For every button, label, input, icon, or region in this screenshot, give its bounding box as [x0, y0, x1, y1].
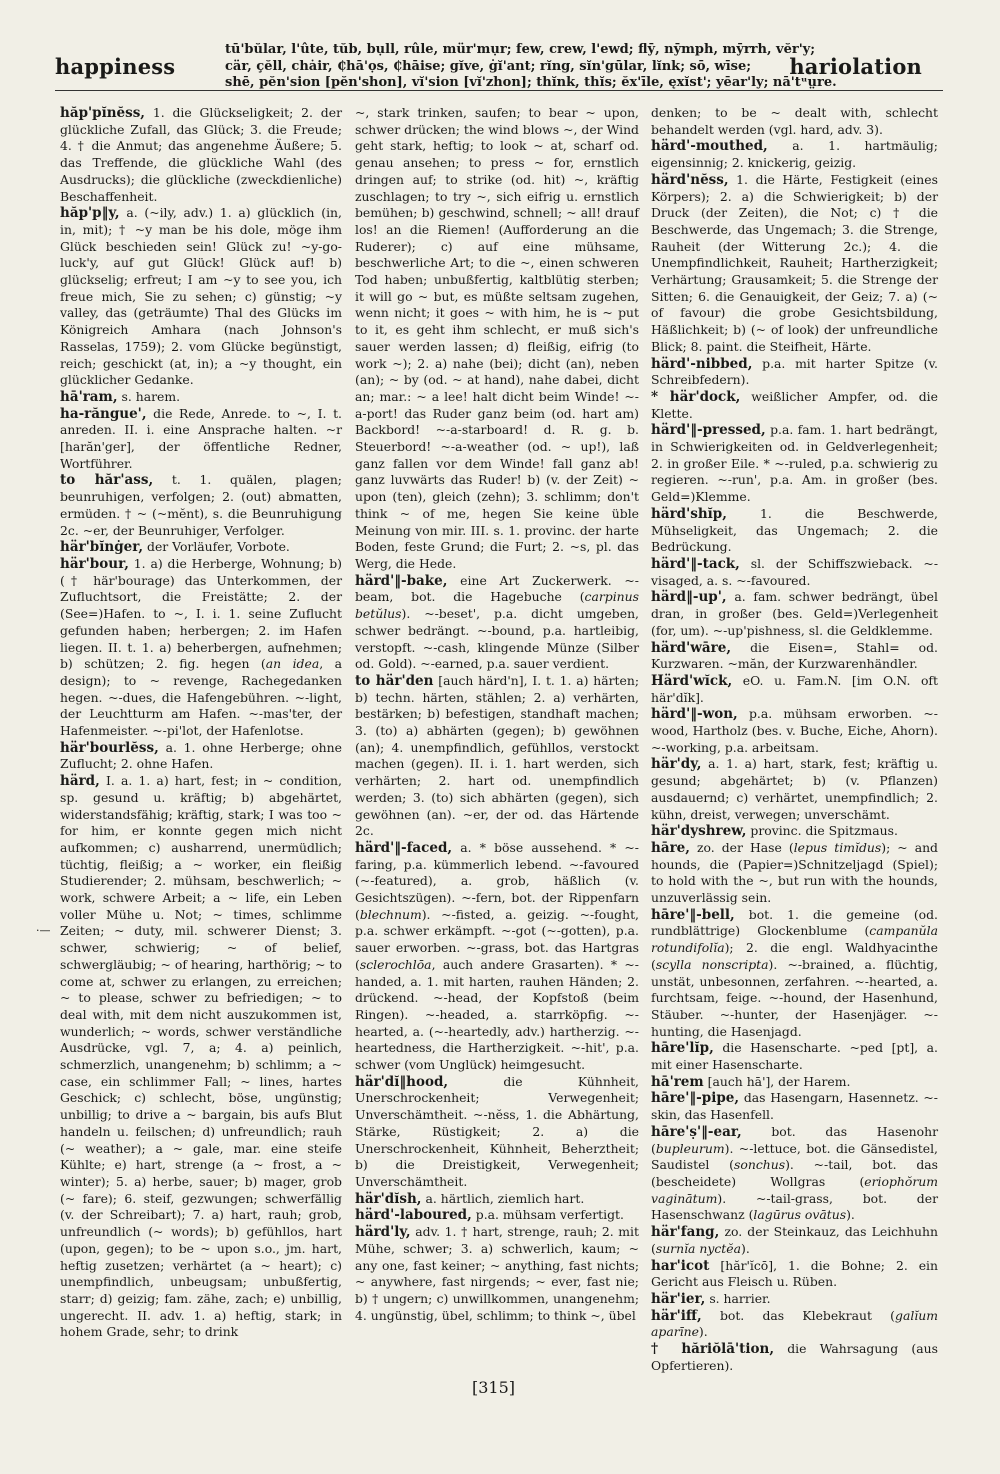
right-catchword: hariolation	[789, 54, 922, 79]
entry-headword: härd'-mouthed,	[651, 138, 768, 155]
dictionary-entry	[651, 1040, 938, 1073]
entry-headword: to här'den	[355, 672, 434, 689]
dictionary-entry	[651, 422, 938, 506]
entry-headword: hāre,	[651, 839, 690, 856]
dictionary-entry	[651, 1341, 938, 1374]
pronunciation-key	[225, 42, 837, 92]
latin-name: lagūrus ovātus	[753, 1207, 847, 1223]
entry-headword: to hăr'ass,	[60, 472, 154, 489]
dictionary-entry	[651, 356, 938, 389]
entry-headword: härd'-nibbed,	[651, 355, 753, 372]
dictionary-entry	[651, 138, 938, 171]
entry-headword: hāre'‖-pipe,	[651, 1090, 740, 1107]
entry-definition: p.a. mühsam erworben. ~-wood, Hartholz (bes. v. Buche, Eiche, Ahorn). ~-working, p.a. arbeitsam.	[651, 706, 938, 755]
dictionary-entry	[651, 1258, 938, 1291]
entry-headword: härd'‖-tack,	[651, 555, 740, 572]
dictionary-entry	[355, 840, 639, 1074]
entry-headword: hāre'ṣ'‖-ear,	[651, 1123, 742, 1140]
entry-headword: här'dy,	[651, 756, 702, 773]
entry-definition: s. harrier.	[709, 1290, 771, 1306]
dictionary-entry	[355, 1207, 639, 1224]
entry-headword: hăp'p‖y,	[60, 205, 120, 222]
entry-definition: das Hasengarn, Hasennetz. ~-skin, das Hasenfell.	[651, 1090, 938, 1123]
entry-headword: hāre'‖-bell,	[651, 906, 735, 923]
entry-definition: bot. 1. die gemeine (od. rundblättrige) Glockenblume (campanŭla rotundifolĭa); 2. die engl. Waldhyacinthe (scylla nonscripta). ~-brained, a. flüchtig, unstät, unbesonnen, zerfahren. ~-hearted, a. furchtsam, feige. ~-hound, der Hasenhund, Stäuber. ~-hunter, der Hasenjäger. ~-hunting, die Hasenjagd.	[651, 906, 939, 1039]
dictionary-entry	[355, 1191, 639, 1208]
pronunciation-key-line: tū'bŭlar, l'ûte, tŭb, bụll, rûle, mür'mụr; few, crew, l'ewd; flȳ, nȳmph, mȳrrh, vĕr'y;	[225, 42, 816, 57]
dictionary-entry	[651, 1308, 938, 1341]
dictionary-entry	[651, 907, 938, 1041]
dictionary-entry	[355, 105, 639, 573]
entry-definition: [auch härd'n], I. t. 1. a) härten; b) techn. härten, stählen; 2. a) verhärten, bestärken; b) befestigen, standhaft machen; 3. (to) a) abhärten (gegen); b) gewöhnen (an); 4. unempfindlich, gefühllos, verstockt machen (gegen). II. i. 1. hart werden, sich verhärten; 2. hart od. unempfindlich werden; 3. (to) sich abhärten (gegen), sich gewöhnen (an). ~er, der od. das Härtende 2c.	[355, 672, 640, 839]
dictionary-entry	[651, 1090, 938, 1123]
entry-definition: zo. der Hase (lepus timĭdus); ~ and hounds, die (Papier=)Schnitzeljagd (Spiel); to hold with the ~, but run with the hounds, unzuverlässig sein.	[651, 839, 938, 906]
dictionary-entry	[651, 1074, 938, 1091]
entry-headword: här'fang,	[651, 1224, 720, 1241]
dictionary-entry	[651, 506, 938, 556]
entry-definition: bot. das Hasenohr (bupleurum). ~-lettuce, bot. die Gänsedistel, Saudistel (sonchus). ~-tail, bot. das (bescheidete) Wollgras (eriophŏrum vaginātum). ~-tail-grass, bot. der Hasenschwanz (lagūrus ovātus).	[651, 1123, 938, 1223]
dictionary-entry	[60, 556, 342, 740]
entry-headword: † hăriŏlā'tion,	[651, 1341, 775, 1358]
entry-definition: die Kühnheit, Unerschrockenheit; Verwegenheit; Unverschämtheit. ~-nĕss, 1. die Abhärtung, Stärke, Rüstigkeit; 2. a) die Unerschrockenheit, Kühnheit, Beherztheit; b) die Dreistigkeit, Verwegenheit; Unverschämtheit.	[355, 1073, 639, 1189]
entry-headword: här'iff,	[651, 1307, 702, 1324]
page-number: [315]	[472, 1378, 516, 1397]
dictionary-entry	[60, 773, 342, 1341]
entry-definition: zo. der Steinkauz, das Leichhuhn (surnĭa nyctĕa).	[651, 1224, 938, 1256]
dictionary-entry	[651, 823, 938, 840]
entry-definition: bot. das Klebekraut (galĭum aparīne).	[651, 1307, 938, 1340]
dictionary-entry	[651, 105, 938, 138]
entry-headword: härd'shĭp,	[651, 505, 727, 522]
entry-definition: die Rede, Anrede. to ~, I. t. anreden. II. i. eine Ansprache halten. ~r [harăn'ger], der öffentliche Redner, Wortführer.	[60, 405, 342, 471]
entry-headword: härd'‖-pressed,	[651, 422, 766, 439]
entry-definition: a. fam. schwer bedrängt, übel dran, in großer (bes. Geld=)Verlegenheit (for, um). ~-up'pishness, sl. die Geldklemme.	[651, 589, 938, 638]
entry-definition: a. härtlich, ziemlich hart.	[425, 1190, 585, 1206]
entry-definition: p.a. fam. 1. hart bedrängt, in Schwierigkeiten od. in Geldverlegenheit; 2. in großer Eile. * ~-ruled, p.a. schwierig zu regieren. ~-run', p.a. Am. in großer (bes. Geld=)Klemme.	[651, 422, 938, 505]
dictionary-entry	[651, 706, 938, 756]
entry-definition: der Vorläufer, Vorbote.	[147, 539, 290, 555]
dictionary-entry	[651, 389, 938, 422]
entry-definition: a. 1. ohne Herberge; ohne Zuflucht; 2. ohne Hafen.	[60, 739, 342, 772]
latin-name: campanŭla rotundifolĭa	[651, 923, 938, 956]
entry-headword: har'icot	[651, 1257, 710, 1274]
entry-definition: weißlicher Ampfer, od. die Klette.	[651, 388, 938, 421]
dictionary-entry	[651, 556, 938, 589]
latin-name: sonchus	[734, 1157, 786, 1173]
dictionary-entry	[651, 840, 938, 907]
dictionary-entry	[651, 756, 938, 823]
entry-definition: denken; to be ~ dealt with, schlecht behandelt werden (vgl. hard, adv. 3).	[651, 105, 938, 137]
entry-headword: här'dyshrew,	[651, 823, 747, 840]
column-right	[651, 105, 939, 1373]
dictionary-entry	[651, 1224, 938, 1257]
entry-headword: här'bourlĕss,	[60, 739, 159, 756]
entry-definition: 1. a) die Herberge, Wohnung; b) († här'bourage) das Unterkommen, der Zufluchtsort, die Freistätte; 2. der (See=)Hafen. to ~, I. i. 1. seine Zuflucht gefunden haben; herbergen; 2. im Hafen liegen. II. t. 1. a) beherbergen, aufnehmen; b) schützen; 2. fig. hegen (an idea, a design); to ~ revenge, Rachegedanken hegen. ~-dues, die Hafengebühren. ~-light, der Leuchtturm am Hafen. ~-mas'ter, der Hafenmeister. ~-pi'lot, der Hafenlotse.	[60, 555, 343, 739]
entry-definition: a. * böse aussehend. * ~-faring, p.a. kümmerlich lebend. ~-favoured (~-featured), a. grob, häßlich (v. Gesichtszügen). ~-fern, bot. der Rippenfarn (blechnum). ~-fisted, a. geizig. ~-fought, p.a. schwer erkämpft. ~-got (~-gotten), p.a. sauer erworben. ~-grass, bot. das Hartgras (sclerochlōa, auch andere Grasarten). * ~-handed, a. 1. mit harten, rauhen Händen; 2. drückend. ~-head, der Kopfstoß (beim Ringen). ~-headed, a. starrköpfig. ~-hearted, a. (~-heartedly, adv.) hartherzig. ~-heartedness, die Hartherzigkeit. ~-hit', p.a. schwer (vom Unglück) heimgesucht.	[355, 839, 639, 1073]
entry-headword: härd,	[60, 773, 100, 790]
dictionary-entry	[651, 1124, 938, 1224]
entry-headword: ha-răngue',	[60, 405, 147, 422]
entry-definition: p.a. mit harter Spitze (v. Schreibfedern).	[651, 355, 938, 388]
entry-definition: 1. die Beschwerde, Mühseligkeit, das Ungemach; 2. die Bedrückung.	[651, 505, 938, 555]
column-middle	[355, 105, 639, 1358]
entry-definition: a. (~ily, adv.) 1. a) glücklich (in, in, mit); † ~y man be his dole, möge ihm Glück beschieden sein! Glück zu! ~y-go-luck'y, auf gut Glück! Glück auf! b) glückselig; erfreut; I am ~y to see you, ich freue mich, Sie zu sehen; c) günstig; ~y valley, das (geträumte) Thal des Glücks im Königreich Amhara (nach Johnson's Rasselas, 1759); 2. vom Glücke begünstigt, reich; geschickt (at, in); a ~y thought, ein glücklicher Gedanke.	[60, 205, 342, 388]
latin-name: eriophŏrum vaginātum	[651, 1174, 938, 1206]
dictionary-entry	[60, 389, 342, 406]
entry-definition: s. harem.	[121, 388, 181, 404]
entry-headword: härd'‖-faced,	[355, 839, 453, 856]
entry-definition: provinc. die Spitzmaus.	[750, 823, 898, 839]
margin-mark: ·—	[36, 924, 51, 937]
entry-definition: 1. die Härte, Festigkeit (eines Körpers); 2. a) die Schwierigkeit; b) der Druck (der Zeiten), die Not; c) † die Beschwerde, das Ungemach; 3. die Strenge, Rauheit (der Witterung 2c.); 4. die Unempfindlichkeit, Rauheit; Hartherzigkeit; Verhärtung; Grausamkeit; 5. die Strenge der Sitten; 6. die Genauigkeit, der Geiz; 7. a) (~ of favour) die grobe Gesichtsbildung, Häßlichkeit; b) (~ of look) der unfreundliche Blick; 8. paint. die Steifheit, Härte.	[651, 171, 938, 354]
entry-headword: härd'‖-won,	[651, 706, 738, 723]
dictionary-entry	[60, 472, 342, 539]
entry-headword: Härd'wĭck,	[651, 672, 733, 689]
entry-headword: härd‖-up',	[651, 589, 727, 606]
dictionary-entry	[60, 406, 342, 473]
entry-headword: härd'wāre,	[651, 639, 732, 656]
dictionary-entry	[60, 539, 342, 556]
entry-headword: här'bĭnġer,	[60, 539, 144, 556]
latin-name: carpinus betŭlus	[355, 589, 639, 622]
dictionary-entry	[355, 573, 639, 673]
dictionary-entry	[60, 740, 342, 773]
entry-headword: hā'ram,	[60, 388, 118, 405]
latin-name: blechnum	[359, 906, 422, 922]
entry-definition: [auch hā'], der Harem.	[707, 1073, 851, 1089]
dictionary-entry	[651, 172, 938, 356]
pronunciation-key-line: shē, pĕn'sion [pĕn'shon], vĭ'sion [vĭ'zhon]; thĭnk, thĭs; ĕx'īle, ęxĭst'; yēar'ly; nā'tᵘṳre.	[225, 75, 837, 90]
dictionary-entry	[651, 640, 938, 673]
entry-headword: hăp'pĭnĕss,	[60, 105, 146, 121]
entry-headword: hāre'lĭp,	[651, 1040, 714, 1057]
dictionary-entry	[355, 1224, 639, 1324]
dictionary-entry	[60, 205, 342, 389]
entry-definition: die Hasenscharte. ~ped [pt], a. mit einer Hasenscharte.	[651, 1040, 938, 1073]
entry-definition: sl. der Schiffszwieback. ~-visaged, a. s. ~-favoured.	[651, 555, 938, 588]
entry-headword: härd'nĕss,	[651, 171, 729, 188]
entry-definition: 1. die Glückseligkeit; 2. der glückliche Zufall, das Glück; 3. die Freude; 4. † die Anmut; das angenehme Äußere; 5. das Treffende, die glückliche Wahl (des Ausdrucks); die glückliche (zweckdienliche) Beschaffenheit.	[60, 105, 342, 204]
latin-name: galĭum aparīne	[651, 1307, 938, 1340]
left-catchword: happiness	[55, 54, 176, 79]
entry-definition: [hăr'ĭcō], 1. die Bohne; 2. ein Gericht aus Fleisch u. Rüben.	[651, 1257, 938, 1290]
entry-headword: härd'‖-bake,	[355, 572, 448, 589]
dictionary-entry	[60, 105, 342, 205]
entry-definition: eine Art Zuckerwerk. ~-beam, bot. die Hagebuche (carpinus betŭlus). ~-beset', p.a. dicht umgeben, schwer bedrängt. ~-bound, p.a. hartleibig, verstopft. ~-cash, klingende Münze (Silber od. Gold). ~-earned, p.a. sauer verdient.	[355, 572, 639, 672]
entry-definition: die Eisen=, Stahl= od. Kurzwaren. ~măn, der Kurzwarenhändler.	[651, 639, 938, 672]
latin-name: scylla nonscripta	[655, 956, 769, 972]
entry-headword: härd'-laboured,	[355, 1207, 472, 1224]
dictionary-entry	[355, 673, 639, 840]
entry-definition: t. 1. quälen, plagen; beunruhigen, verfolgen; 2. (out) abmatten, ermüden. † ~ (~mĕnt), s. die Beunruhigung 2c. ~er, der Beunruhiger, Verfolger.	[60, 472, 342, 538]
column-left	[60, 105, 342, 1358]
dictionary-entry	[651, 1291, 938, 1308]
entry-definition: I. a. 1. a) hart, fest; in ~ condition, sp. gesund u. kräftig; b) abgehärtet, widerstandsfähig; kräftig, stark; I was too ~ for him, er konnte gegen mich nicht aufkommen; c) ausharrend, unermüdlich; tüchtig, fleißig; a ~ worker, ein fleißig Studierender; 2. mühsam, beschwerlich; ~ work, schwere Arbeit; a ~ life, ein Leben voller Mühe u. Not; ~ times, schlimme Zeiten; ~ duty, mil. schwerer Dienst; 3. schwer, schwierig; ~ of belief, schwergläubig; ~ of hearing, harthörig; ~ to come at, schwer zu erlangen, zu erreichen; ~ to please, schwer zu befriedigen; ~ to deal with, mit dem nicht auszukommen ist, wunderlich; ~ words, schwer verständliche Ausdrücke, vgl. 7, a; 4. a) peinlich, schmerzlich, unangenehm; b) schlimm; a ~ case, ein schlimmer Fall; ~ lines, hartes Geschick; c) schlecht, böse, ungünstig; unbillig; to drive a ~ bargain, bis aufs Blut handeln u. feilschen; d) unfreundlich; rauh (~ weather); a ~ gale, mar. eine steife Kühlte; e) hart, strenge (a ~ frost, a ~ winter); 5. a) herbe, sauer; b) mager, grob (~ fare); 6. steif, gezwungen; schwerfällig (v. der Schreibart); 7. a) hart, rauh; grob, unfreundlich (~ words); b) gefühllos, hart (upon, gegen); to be ~ upon s.o., jm. hart, heftig zusetzen; verhärtet (a ~ heart); c) unempfindlich, unbeugsam; unbußfertig, starr; d) geizig; fam. zähe, zach; e) unbillig, ungerecht. II. adv. 1. a) heftig, stark; in hohem Grade, sehr; to drink	[60, 773, 342, 1340]
latin-name: an idea	[265, 656, 320, 672]
entry-headword: här'ier,	[651, 1290, 706, 1307]
header-rule	[55, 90, 943, 91]
entry-definition: adv. 1. † hart, strenge, rauh; 2. mit Mühe, schwer; 3. a) schwerlich, kaum; ~ any one, fast keiner; ~ anything, fast nichts; ~ anywhere, fast nirgends; ~ ever, fast nie; b) † ungern; c) unwillkommen, unangenehm; 4. ungünstig, übel, schlimm; to think ~, übel	[355, 1224, 639, 1323]
entry-definition: a. 1. hartmäulig; eigensinnig; 2. knickerig, geizig.	[651, 138, 938, 171]
entry-definition: p.a. mühsam verfertigt.	[475, 1207, 624, 1223]
entry-headword: * här'dock,	[651, 388, 741, 405]
entry-definition: a. 1. a) hart, stark, fest; kräftig u. gesund; abgehärtet; b) (v. Pflanzen) ausdauernd; c) verhärtet, unempfindlich; 2. kühn, dreist, verwegen; unverschämt.	[651, 756, 938, 822]
pronunciation-key-line: cär, çĕll, chȧir, ₵hā'ọs, ₵hāise; gĭve, ġĭ'ant; rĭng, sĭn'gūlar, lĭnk; sō, wīse;	[225, 58, 752, 74]
latin-name: surnĭa nyctĕa	[655, 1240, 741, 1256]
entry-definition: die Wahrsagung (aus Opfertieren).	[651, 1341, 938, 1373]
entry-definition: ~, stark trinken, saufen; to bear ~ upon, schwer drücken; the wind blows ~, der Wind geht stark, heftig; to look ~ at, scharf od. genau ansehen; to press ~ for, ernstlich dringen auf; to strike (od. hit) ~, kräftig zuschlagen; to try ~, sich eifrig u. ernstlich bemühen; b) geschwind, schnell; ~ all! drauf los! an die Riemen! (Aufforderung an die Ruderer); c) auf eine mühsame, beschwerliche Art; to die ~, einen schweren Tod haben; unbußfertig, kaltblütig sterben; it will go ~ but, es müßte seltsam zugehen, wenn nicht; it goes ~ with him, he is ~ put to it, es geht ihm schlecht, er muß sich's sauer werden lassen; d) fleißig, eifrig (to work ~); 2. a) nahe (bei); dicht (an), neben (an); ~ by (od. ~ at hand), nahe dabei, dicht an; mar.: ~ a lee! halt dicht beim Winde! ~-a-port! das Ruder ganz beim (od. hart am) Backbord! ~-a-starboard! d. R. g. b. Steuerbord! ~-a-weather (od. ~ up!), laß ganz fallen vor dem Winde! fall ganz ab! ganz luvwärts das Ruder! b) (v. der Zeit) ~ upon (ten), gleich (zehn); 3. schlimm; don't think ~ of me, hegen Sie keine üble Meinung von mir. III. s. 1. provinc. der harte Boden, feste Grund; die Furt; 2. ~s, pl. das Werg, die Hede.	[355, 105, 639, 571]
dictionary-entry	[355, 1074, 639, 1191]
entry-headword: här'bour,	[60, 555, 129, 572]
dictionary-entry	[651, 673, 938, 706]
latin-name: lepus timĭdus	[793, 839, 882, 855]
entry-headword: här'dĭsh,	[355, 1190, 422, 1207]
entry-headword: här'dĭ‖hood,	[355, 1073, 449, 1090]
latin-name: sclerochlōa	[359, 956, 432, 972]
entry-headword: hā'rem	[651, 1073, 704, 1090]
entry-headword: härd'ly,	[355, 1224, 411, 1241]
entry-definition: eO. u. Fam.N. [im O.N. oft här'dĭk].	[651, 672, 938, 705]
latin-name: bupleurum	[655, 1140, 725, 1156]
dictionary-entry	[651, 589, 938, 639]
